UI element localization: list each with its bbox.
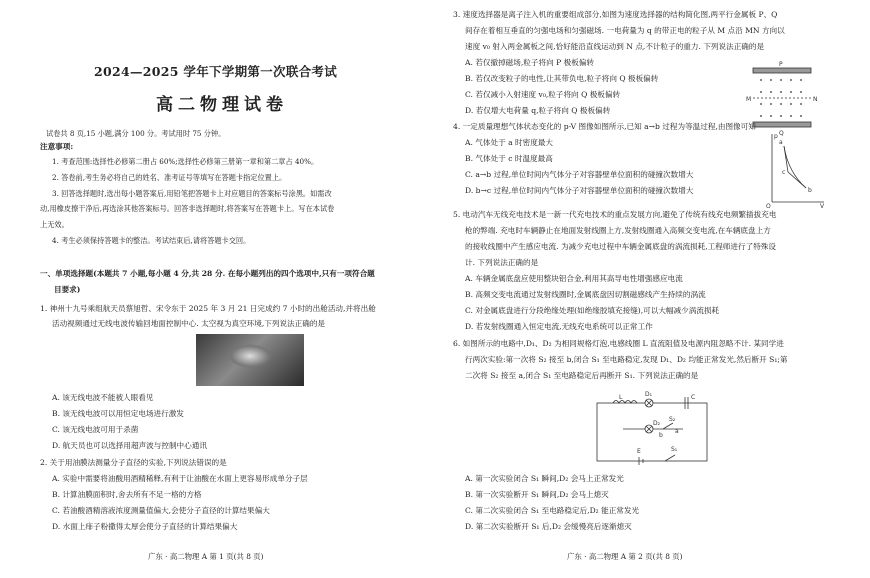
q1-option-a: A. 该无线电波不能被人眼看见 [52, 393, 154, 402]
notice-line: 1. 考查范围:选择性必修第二册占 60%;选择性必修第三册第一章和第二章占 40%。 [52, 157, 319, 166]
q6-option-b: B. 第一次实验断开 S₁ 瞬间,D₂ 会马上熄灭 [465, 490, 609, 499]
q2-option-a: A. 实验中需要将油酸用酒精稀释,有利于让油酸在水面上更容易形成单分子层 [52, 474, 308, 483]
q4-option-a: A. 气体处于 a 时密度最大 [465, 138, 554, 147]
pv-diagram-figure [766, 132, 826, 208]
field-dot [760, 79, 762, 81]
label-p: P [779, 61, 783, 68]
velocity-selector-figure [746, 61, 818, 137]
q6-stem: 二次将 S₂ 接至 a,闭合 S₁ 至电路稳定后再断开 S₁. 下列说法正确的是 [465, 371, 699, 380]
label-a: a [779, 139, 783, 146]
q5-option-b: B. 高频交变电流通过发射线圈时,金属底盘因切割磁感线产生持续的涡流 [465, 290, 706, 299]
exam-info: 试卷共 8 页,15 小题,满分 100 分。考试用时 75 分钟。 [46, 129, 226, 138]
label-s1: S₁ [671, 446, 678, 453]
q3-stem: 间存在着相互垂直的匀强电场和匀强磁场. 一电荷量为 q 的带正电的粒子从 M 点沿 MN 方向以 [465, 26, 785, 35]
label-o: O [766, 203, 771, 210]
notice-line: 动,用橡皮擦干净后,再选涂其他答案标号。回答非选择题时,将答案写在答题卡上。写在本试卷 [40, 204, 335, 213]
q2-option-b: B. 计算油膜面积时,舍去所有不足一格的方格 [52, 490, 202, 499]
process-bc [788, 172, 806, 188]
q4-option-d: D. b→c 过程,单位时间内气体分子对容器壁单位面积的碰撞次数增大 [465, 186, 694, 195]
q5-option-a: A. 车辆金属底盘应使用整块铝合金,利用其高导电性增强感应电流 [465, 274, 683, 283]
q3-option-a: A. 若仅撤掉磁场,粒子将向 P 极板偏转 [465, 58, 594, 67]
field-dot [760, 115, 762, 117]
q5-option-d: D. 若发射线圈通入恒定电流,无线充电系统可以正常工作 [465, 322, 653, 331]
field-dot [790, 115, 792, 117]
q1-option-d: D. 航天员也可以选择用超声波与控制中心通讯 [52, 441, 207, 450]
q3-stem: 速度 v₀ 射入两金属板之间,恰好能沿直线运动到 N 点,不计粒子的重力. 下列说法正确的是 [465, 42, 765, 51]
plate-p [753, 68, 811, 73]
field-dot [780, 103, 782, 105]
label-b: b [808, 187, 812, 194]
label-c: C [691, 394, 696, 401]
notice-heading: 注意事项: [40, 142, 74, 151]
notice-line: 上无效。 [40, 220, 69, 229]
field-dot [790, 79, 792, 81]
label-q: Q [779, 130, 784, 137]
q6-stem: 行两次实验:第一次将 S₂ 接至 b,闭合 S₁ 至电路稳定,发现 D₁、D₂ 均能正常发光,然后断开 S₁;第 [465, 355, 788, 364]
field-dot [800, 103, 802, 105]
page-2 [435, 0, 870, 578]
field-dot [790, 103, 792, 105]
q1-stem: 活动视频通过无线电波传输回地面控制中心. 太空视为真空环境,下列说法正确的是 [52, 319, 326, 328]
field-dot [780, 91, 782, 93]
page-footer: 广东 · 高二物理 A 第 2 页(共 8 页) [567, 552, 683, 561]
label-v: V [820, 203, 825, 210]
label-l: L [619, 394, 623, 401]
field-dot [770, 115, 772, 117]
q1-option-c: C. 该无线电波可用于杀菌 [52, 425, 139, 434]
subject-title: 高二物理试卷 [156, 95, 288, 115]
q5-stem: 5. 电动汽车无线充电技术是一新一代充电技术的重点发展方向,避免了传统有线充电频繁插拔充电 [453, 210, 777, 219]
circuit-diagram-figure [593, 393, 713, 467]
label-c: c [782, 169, 786, 176]
label-b: b [659, 432, 663, 439]
field-dot [770, 91, 772, 93]
label-p: p [774, 133, 778, 140]
field-dot [800, 79, 802, 81]
q3-stem: 3. 速度选择器是离子注入机的重要组成部分,如图为速度选择器的结构简化图,两平行金属板 P、Q [453, 10, 778, 19]
section-heading: 一、单项选择题(本题共 7 小题,每小题 4 分,共 28 分. 在每小题列出的四个选项中,只有一项符合题 [40, 269, 375, 278]
label-d1: D₁ [645, 391, 653, 398]
q2-stem: 2. 关于用油膜法测量分子直径的实验,下列说法错误的是 [40, 458, 227, 467]
field-dot [780, 115, 782, 117]
q6-stem: 6. 如图所示的电路中,D₁、D₂ 为相同规格灯泡,电感线圈 L 直流阻值及电源内阻忽略不计. 某同学进 [453, 339, 784, 348]
q5-stem: 枪的弊端. 充电时车辆静止在地面发射线圈上方,发射线圈通入高频交变电流,在车辆底盘上方 [465, 226, 771, 235]
q3-option-b: B. 若仅改变粒子的电性,让其带负电,粒子将向 Q 极板偏转 [465, 74, 659, 83]
notice-line: 2. 答卷前,考生务必将自己的姓名、准考证号等填写在答题卡指定位置上。 [52, 173, 287, 182]
q2-option-d: D. 水面上痱子粉撒得太厚会使分子直径的计算结果偏大 [52, 522, 238, 531]
label-e: E [637, 448, 641, 455]
field-dot [770, 79, 772, 81]
label-d2: D₂ [653, 420, 661, 427]
field-dot [760, 103, 762, 105]
field-dot [800, 115, 802, 117]
q4-stem: 4. 一定质量理想气体状态变化的 p-V 图像如图所示,已知 a→b 过程为等温过程,由图像可知 [453, 122, 756, 131]
field-dot [790, 91, 792, 93]
q4-option-b: B. 气体处于 c 时温度最高 [465, 154, 553, 163]
q3-option-d: D. 若仅增大电荷量 q,粒子将向 Q 极板偏转 [465, 106, 611, 115]
label-s2: S₂ [669, 416, 676, 423]
q4-option-c: C. a→b 过程,单位时间内气体分子对容器壁单位面积的碰撞次数增大 [465, 170, 694, 179]
notice-line: 3. 回答选择题时,选出每小题答案后,用铅笔把答题卡上对应题目的答案标号涂黑。如需改 [52, 189, 332, 198]
switch-s1 [665, 455, 675, 461]
q1-option-b: B. 该无线电波可以用恒定电场进行激发 [52, 409, 184, 418]
q6-option-c: C. 第二次实验闭合 S₁ 至电路稳定后,D₂ 能正常发光 [465, 506, 640, 515]
field-dot [780, 79, 782, 81]
field-dot [760, 91, 762, 93]
plate-q [753, 122, 811, 127]
q2-option-c: C. 若油酸酒精溶液浓度测量值偏大,会使分子直径的计算结果偏大 [52, 506, 270, 515]
q1-stem: 1. 神州十九号乘组航天员蔡旭哲、宋令东于 2025 年 3 月 21 日完成约 7 小时的出舱活动,并将出舱 [40, 304, 376, 313]
exam-title: 2024—2025 学年下学期第一次联合考试 [94, 64, 338, 79]
q6-option-d: D. 第二次实验断开 S₁ 后,D₂ 会缓慢亮后逐渐熄灭 [465, 522, 632, 531]
q5-stem: 计. 下列说法正确的是 [465, 258, 539, 267]
q5-stem: 的接收线圈中产生感应电流. 为减少充电过程中车辆金属底盘的涡流损耗,工程师进行了特殊设 [465, 242, 776, 251]
q3-option-c: C. 若仅减小入射速度 v₀,粒子将向 Q 极板偏转 [465, 90, 621, 99]
label-m: M [746, 96, 752, 103]
q5-option-c: C. 对金属底盘进行分段绝缘处理(如绝缘胶填充接缝),可以大幅减少涡流损耗 [465, 306, 720, 315]
q6-option-a: A. 第一次实验闭合 S₁ 瞬间,D₂ 会马上正常发光 [465, 474, 624, 483]
section-heading-cont: 目要求) [54, 285, 81, 294]
astronaut-photo [196, 334, 304, 386]
page-footer: 广东 · 高二物理 A 第 1 页(共 8 页) [148, 552, 264, 561]
switch-s2 [663, 423, 673, 429]
field-dot [800, 91, 802, 93]
notice-line: 4. 考生必须保持答题卡的整洁。考试结束后,请将答题卡交回。 [52, 236, 251, 245]
label-n: N [813, 96, 818, 103]
label-a: a [675, 428, 679, 435]
field-dot [770, 103, 772, 105]
